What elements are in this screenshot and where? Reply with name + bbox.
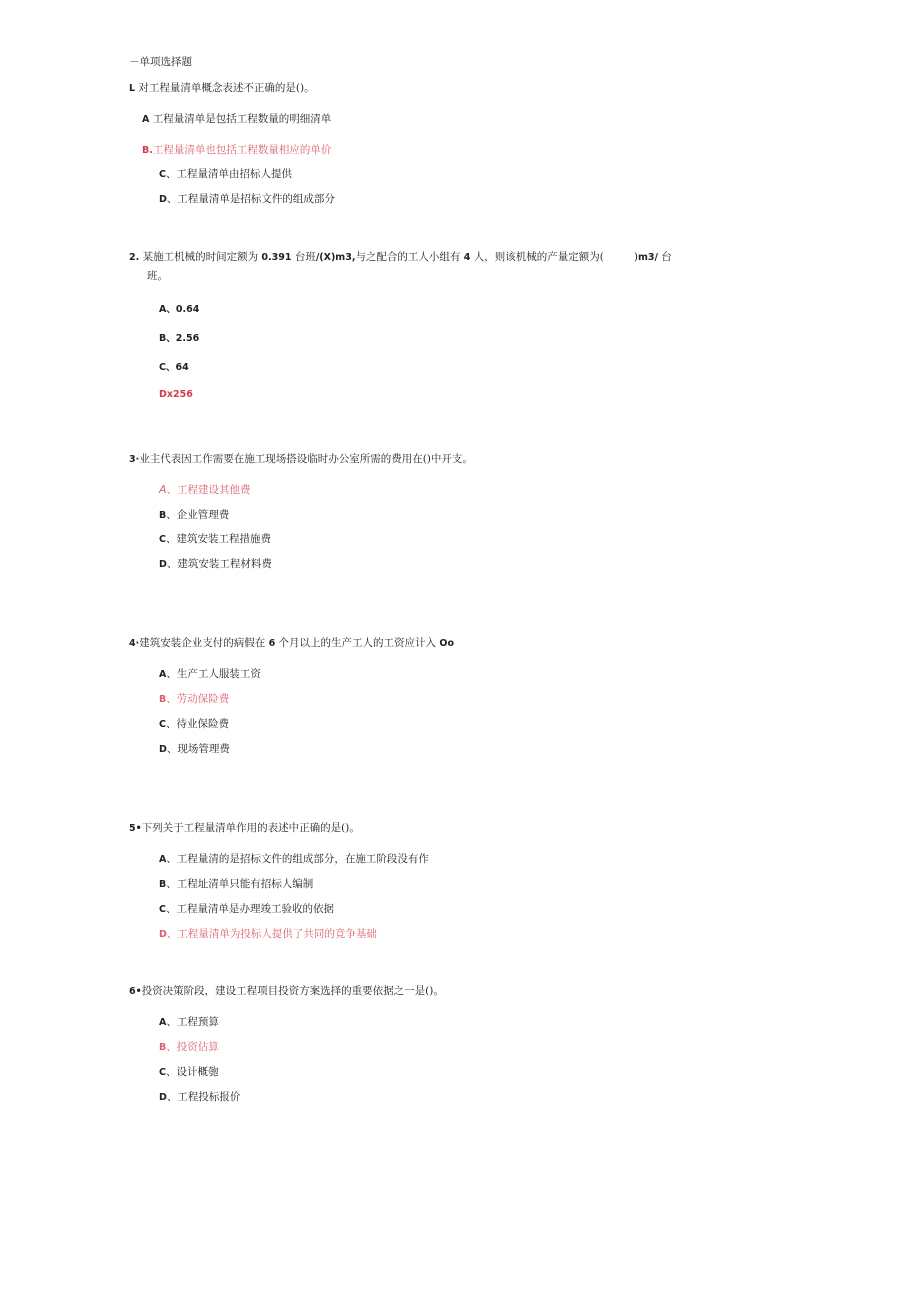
question-text: 个月以上的生产工人的工资应计入 xyxy=(275,637,440,649)
q1-option-d[interactable] xyxy=(159,192,335,207)
option-letter: C xyxy=(159,362,166,373)
q3-option-b[interactable] xyxy=(159,508,229,523)
q6-option-a[interactable] xyxy=(159,1015,219,1030)
option-letter: A xyxy=(159,483,167,496)
q5-option-c[interactable] xyxy=(159,902,334,917)
option-text: 、工程量清单是办理竣工验收的依据 xyxy=(165,903,334,915)
question-number: 4· xyxy=(129,638,140,649)
option-text: 、投资估算 xyxy=(166,1041,219,1053)
question-2-continuation: 班。 xyxy=(147,270,168,282)
question-text: 业主代表因工作需要在施工现场搭设临时办公室所需的费用在()中开支。 xyxy=(139,453,473,465)
option-letter: C xyxy=(159,1067,166,1078)
option-text: 、现场管理费 xyxy=(166,743,230,755)
option-text: 、2.56 xyxy=(166,333,200,344)
option-letter: B xyxy=(159,510,167,521)
q4-option-d[interactable] xyxy=(159,742,230,757)
q6-option-c[interactable] xyxy=(159,1065,218,1080)
question-value: 6 xyxy=(268,638,276,649)
q6-option-d[interactable] xyxy=(159,1090,240,1105)
q1-option-b-answer[interactable] xyxy=(142,143,331,158)
option-letter: D xyxy=(159,559,167,570)
option-letter: C xyxy=(159,904,166,915)
option-text: 工程量清单也包括工程数量相应的单价 xyxy=(152,144,332,156)
option-letter: B xyxy=(159,333,167,344)
q2-option-b[interactable] xyxy=(159,331,199,346)
question-text: 人，则该机械的产量定额为( xyxy=(470,251,604,263)
question-text: 台班 xyxy=(291,251,316,263)
option-text: 、设计概匏 xyxy=(165,1066,219,1078)
option-letter: A xyxy=(159,1017,167,1028)
q2-option-a[interactable] xyxy=(159,302,199,317)
section-title: －单项选择题 xyxy=(129,56,192,68)
question-text: 投资决策阶段，建设工程项目投资方案选择的重要依据之一是()。 xyxy=(141,985,444,997)
q6-option-b-answer[interactable] xyxy=(159,1040,219,1055)
option-text: 、工程量清单为投标人提供了共同的竞争基础 xyxy=(166,928,377,940)
q4-option-c[interactable] xyxy=(159,717,229,732)
question-value: /(X)m3, xyxy=(315,252,356,263)
option-letter: A xyxy=(159,304,167,315)
option-letter: Dx256 xyxy=(159,389,193,400)
question-number: 2. xyxy=(129,252,140,263)
option-letter: C xyxy=(159,719,166,730)
option-text: 、建筑安装工程材料费 xyxy=(166,558,272,570)
question-value: m3/ xyxy=(637,252,658,263)
question-text: 台 xyxy=(657,251,672,263)
question-value: 4 xyxy=(463,252,471,263)
option-text: 工程量清单是包括工程数量的明细清单 xyxy=(149,113,332,125)
q3-option-a-answer[interactable] xyxy=(159,483,251,497)
q5-option-a[interactable] xyxy=(159,852,429,867)
question-text: 建筑安装企业支付的病假在 xyxy=(139,637,269,649)
question-text: 对工程量清单概念表述不正确的是()。 xyxy=(135,82,315,94)
question-number: L xyxy=(129,83,136,94)
question-tail: Oo xyxy=(439,638,454,649)
question-1 xyxy=(129,81,315,96)
question-4 xyxy=(129,636,454,651)
option-letter: C xyxy=(159,534,166,545)
q1-option-c[interactable] xyxy=(159,167,292,182)
q3-option-c[interactable] xyxy=(159,532,271,547)
option-letter: A xyxy=(159,854,167,865)
q1-option-a[interactable] xyxy=(142,112,331,127)
question-number: 3· xyxy=(129,454,140,465)
question-2 xyxy=(129,250,672,265)
option-letter: D xyxy=(159,194,167,205)
option-letter: B. xyxy=(142,145,153,156)
question-text: ) xyxy=(633,251,638,263)
option-text: 、待业保险费 xyxy=(165,718,229,730)
question-number: 6• xyxy=(129,986,142,997)
option-text: 、64 xyxy=(165,362,189,373)
option-letter: D xyxy=(159,929,167,940)
option-letter: C xyxy=(159,169,166,180)
option-text: 、工程投标报价 xyxy=(166,1091,241,1103)
option-text: 、工程建设其他费 xyxy=(166,484,251,496)
question-value: 0.391 xyxy=(261,252,292,263)
question-text: 下列关于工程量清单作用的表述中正确的是()。 xyxy=(141,822,360,834)
option-text: 、0.64 xyxy=(166,304,200,315)
q2-option-c[interactable] xyxy=(159,360,189,375)
option-text: 、工程量清单由招标人提供 xyxy=(165,168,292,180)
option-text: 、工程量清单是招标文件的组成部分 xyxy=(166,193,335,205)
q3-option-d[interactable] xyxy=(159,557,272,572)
option-text: 、企业管理费 xyxy=(166,509,230,521)
question-number: 5• xyxy=(129,823,142,834)
question-text: 与之配合的工人小组有 xyxy=(355,251,464,263)
question-text: 某施工机械的时间定额为 xyxy=(139,251,262,263)
option-letter: D xyxy=(159,744,167,755)
q4-option-b-answer[interactable] xyxy=(159,692,229,707)
option-text: 、工程量清的是招标文件的组成部分，在施工阶段没有作 xyxy=(166,853,429,865)
option-letter: B xyxy=(159,1042,167,1053)
q5-option-d-answer[interactable] xyxy=(159,927,377,942)
option-letter: A xyxy=(142,114,150,125)
question-5 xyxy=(129,821,360,836)
option-letter: A xyxy=(159,669,167,680)
q4-option-a[interactable] xyxy=(159,667,261,682)
question-6 xyxy=(129,984,444,999)
option-text: 、工程址清单只能有招标人编制 xyxy=(166,878,314,890)
q2-option-d-answer[interactable] xyxy=(159,387,193,402)
option-text: 、建筑安装工程措施费 xyxy=(165,533,271,545)
option-letter: B xyxy=(159,694,167,705)
option-letter: B xyxy=(159,879,167,890)
question-3 xyxy=(129,452,473,467)
option-text: 、劳动保险费 xyxy=(166,693,230,705)
option-text: 、工程预算 xyxy=(166,1016,219,1028)
option-letter: D xyxy=(159,1092,167,1103)
q5-option-b[interactable] xyxy=(159,877,313,892)
option-text: 、生产工人服装工资 xyxy=(166,668,261,680)
